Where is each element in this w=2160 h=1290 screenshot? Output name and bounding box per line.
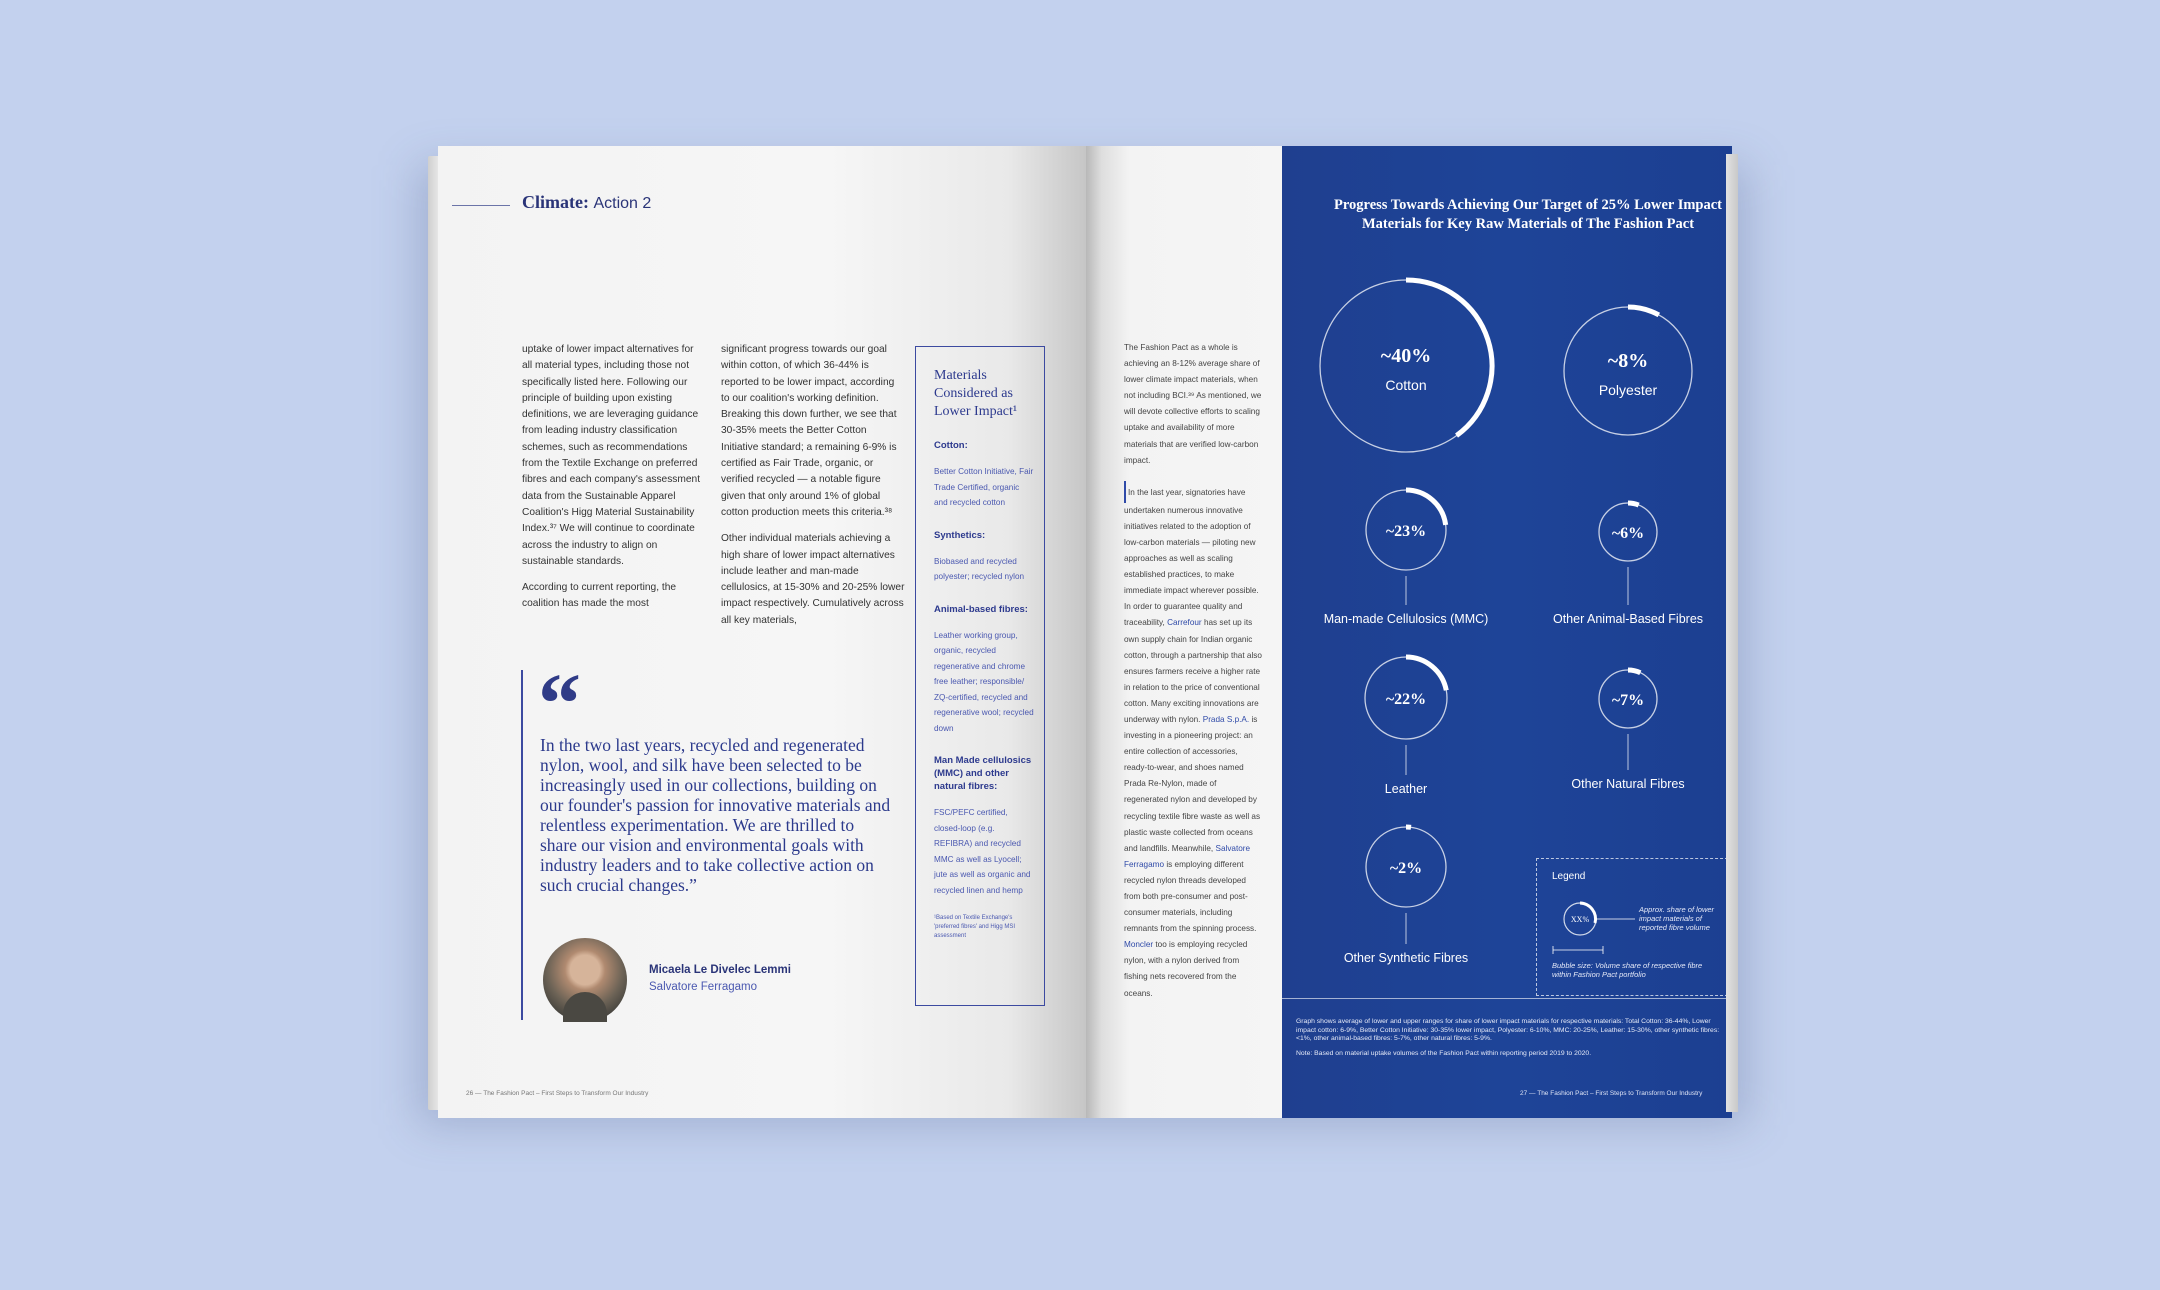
quote-author-org: Salvatore Ferragamo (649, 981, 758, 993)
narrow-paragraph-2 (1124, 481, 1262, 1002)
page-footer-right: 27 — The Fashion Pact – First Steps to Transform Our Industry (1520, 1090, 1703, 1097)
legend-sample-label: XX% (1570, 915, 1590, 924)
header-bold: Climate: (522, 192, 589, 212)
bubble-6 (1344, 827, 1468, 965)
bubble-name-label: Leather (1384, 782, 1428, 796)
body-paragraph: significant progress towards our goal within cotton, of which 36-44% is reported to be lower impact, according to our coalition's working definition. Breaking this down further, we see that 30-35% meets the Better Cotton Initiative standard; a remaining 6-9% is certified as Fair Trade, organic, or verified recycled — a notable figure given that only around 1% of global cotton production meets this criteria.³⁸ (721, 344, 897, 518)
notes-divider (1282, 998, 1732, 999)
open-book (432, 146, 1732, 1118)
bubble-name-label: Cotton (1385, 377, 1427, 393)
sidebox-text: Leather working group, organic, recycled regenerative and chrome free leather; responsible/ ZQ-certified, recycled and regenerative wool; recycled down (934, 630, 1034, 733)
text-run: too is employing recycled nylon, with a nylon derived from fishing nets recovered from the oceans. (1124, 940, 1248, 998)
sidebox-footnote: ¹Based on Textile Exchange's 'preferred fibres' and Higg MSI assessment (934, 915, 1015, 939)
bubble-2 (1324, 490, 1489, 626)
chart-title: Progress Towards Achieving Our Target of 25% Lower Impact Materials for Key Raw Materials of The Fashion Pact (1333, 197, 1723, 232)
bubble-5 (1571, 670, 1684, 791)
right-page (1086, 146, 1732, 1118)
bubble-arc (1406, 657, 1446, 690)
text-run: In the last year, signatories have undertaken numerous innovative initiatives related to the adoption of low-carbon materials — piloting new approaches as well as scaling established practices, to make immediate impact wherever possible. In order to guarantee quality and traceability, (1124, 487, 1259, 628)
legend-sample-icon (1537, 859, 1637, 959)
legend (1536, 858, 1728, 996)
sidebox-heading: Animal-based fibres: (934, 603, 1028, 615)
body-paragraph: uptake of lower impact alternatives for all material types, including those not specifically listed here. Following our principle of building upon existing definitions, we are leveraging guidance from leading industry classification schemes, such as recommendations from the Textile Exchange on preferred fibres and each company's assessment data from the Sustainable Apparel Coalition's Higg Material Sustainability Index.³⁷ We will continue to coordinate across the industry to align on sustainable standards. (522, 344, 701, 567)
highlight-moncler: Moncler (1124, 940, 1154, 950)
bubble-arc (1628, 503, 1639, 505)
legend-title: Legend (1552, 871, 1586, 882)
bubble-value-label: ~6% (1611, 525, 1645, 542)
drop-bar (1124, 481, 1126, 503)
highlight-carrefour: Carrefour (1167, 618, 1202, 628)
sidebox-text: FSC/PEFC certified, closed-loop (e.g. REFIBRA) and recycled MMC as well as Lyocell; jute as well as organic and recycled linen and hemp (934, 808, 1031, 895)
highlight-ferragamo: Salvatore Ferragamo (1124, 843, 1251, 869)
page-footer-left: 26 — The Fashion Pact – First Steps to Transform Our Industry (466, 1090, 649, 1097)
bubble-name-label: Other Synthetic Fibres (1343, 951, 1469, 965)
sidebox-heading: Cotton: (934, 440, 968, 451)
chart-note: Graph shows average of lower and upper ranges for share of lower impact materials for respective materials: Total Cotton: 36-44%, Lower impact cotton: 6-9%, Better Cotton Initiative: 30-35% lower impact, Polyester: 6-10%, MMC: 20-25%, Leather: 15-30%, other synthetic fibres: <1%, other animal-based fibres: 5-7%, other natural fibres: 5-9%. (1296, 1018, 1720, 1042)
quote-rule (521, 670, 523, 1020)
narrow-column (1124, 340, 1262, 1014)
header-action: Action 2 (593, 195, 652, 212)
body-paragraph: Other individual materials achieving a high share of lower impact alternatives include leather and man-made cellulosics, at 15-30% and 20-25% lower impact respectively. Cumulatively across all key materials, (721, 533, 905, 626)
page-header (522, 192, 651, 213)
quote-mark-icon: “ (538, 655, 581, 751)
sidebox-heading: Man Made cellulosics (MMC) and other natural fibres: (934, 755, 1032, 792)
text-run: is employing different recycled nylon threads developed from both pre-consumer and post-consumer materials, including remnants from the spinning process. (1124, 859, 1257, 934)
bubble-name-label: Other Natural Fibres (1571, 777, 1685, 791)
pull-quote: In the two last years, recycled and regenerated nylon, wool, and silk have been selected to be increasingly used in our collections, building on our founder's passion for innovative materials and relentless experimentation. We are thrilled to share our vision and environmental goals with industry leaders and to take collective action on such crucial changes.” (540, 735, 891, 895)
bubble-value-label: ~7% (1611, 692, 1645, 709)
body-column-2 (721, 342, 905, 639)
header-rule (452, 205, 510, 206)
highlight-prada: Prada S.p.A. (1202, 714, 1250, 724)
narrow-paragraph: The Fashion Pact as a whole is achieving an 8-12% average share of lower climate impact materials, when not including BCI.³⁹ As mentioned, we will devote collective efforts to scaling uptake and availability of more materials that are verified low-carbon impact. (1124, 343, 1262, 465)
bubble-value-label: ~22% (1385, 691, 1427, 708)
text-run: has set up its own supply chain for Indian organic cotton, through a partnership that also ensures farmers receive a higher rate in relation to the price of conventional cotton. Many exciting innovations are underway with nylon. (1124, 618, 1262, 724)
bubble-arc (1406, 490, 1446, 525)
quote-author-name: Micaela Le Divelec Lemmi (649, 964, 791, 976)
sidebox-heading: Synthetics: (934, 529, 986, 541)
bubble-value-label: ~8% (1607, 350, 1649, 372)
bubble-value-label: ~23% (1385, 523, 1427, 540)
bubble-3 (1553, 503, 1703, 626)
left-page (438, 146, 1086, 1118)
bubble-1 (1564, 307, 1692, 435)
bubble-name-label: Polyester (1598, 382, 1658, 398)
body-paragraph: According to current reporting, the coalition has made the most (522, 582, 677, 610)
materials-sidebox (915, 346, 1045, 1006)
chart-note-2: Note: Based on material uptake volumes of the Fashion Pact within reporting period 2019 to 2020. (1296, 1050, 1592, 1057)
avatar (543, 938, 627, 1022)
page-edge-right (1726, 154, 1738, 1112)
legend-approx-text: Approx. share of lower impact materials of reported fibre volume (1639, 905, 1715, 932)
bubble-value-label: ~40% (1380, 345, 1432, 367)
sidebox-text: Better Cotton Initiative, Fair Trade Certified, organic and recycled cotton (934, 467, 1034, 507)
bubble-value-label: ~2% (1389, 860, 1423, 877)
sidebox-title: Materials Considered as Lower Impact¹ (934, 368, 1018, 419)
bubble-name-label: Other Animal-Based Fibres (1552, 612, 1704, 626)
bubble-arc (1628, 670, 1640, 673)
bubble-0 (1320, 280, 1492, 452)
bubble-4 (1365, 657, 1447, 796)
bubble-arc (1628, 307, 1659, 315)
text-run: is investing in a pioneering project: an entire collection of accessories, ready-to-wear, and shoes named Prada Re-Nylon, made of regenerated nylon and developed by recycling textile fibre waste as well as plastic waste collected from oceans and landfills. Meanwhile, (1124, 714, 1261, 853)
sidebox-text: Biobased and recycled polyester; recycled nylon (934, 556, 1025, 581)
body-column-1 (522, 342, 704, 623)
bubble-name-label: Man-made Cellulosics (MMC) (1323, 612, 1489, 626)
legend-size-text: Bubble size: Volume share of respective fibre within Fashion Pact portfolio (1552, 961, 1703, 979)
